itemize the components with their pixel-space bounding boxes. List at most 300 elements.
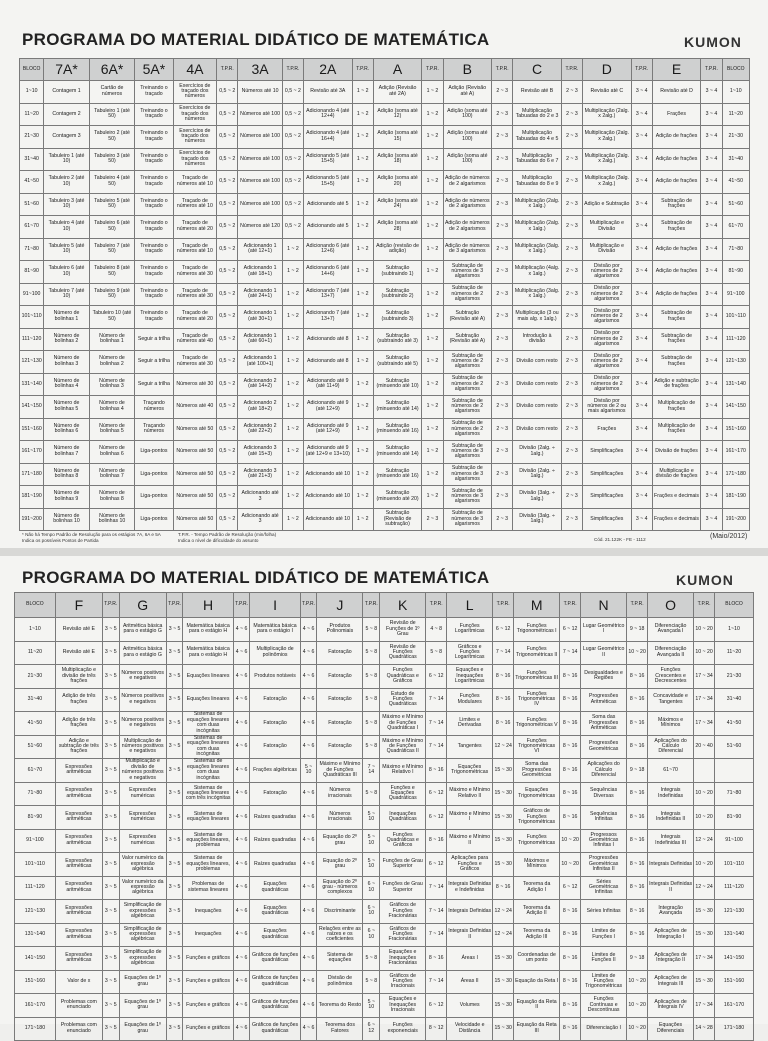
table-cell: 8 ~ 16 (560, 923, 581, 947)
table-cell: 3 ~ 5 (102, 759, 119, 783)
header-2a: 2A (304, 59, 353, 81)
table-cell: Progressões Geométricas (581, 735, 627, 759)
table-cell: Contagem 1 (44, 81, 89, 104)
table-cell: Adicionando 5 (até 15+5) (304, 148, 353, 171)
table-row (15, 970, 754, 994)
table-cell: Revisão até 3A (304, 81, 353, 104)
table-cell: 7 ~ 14 (426, 900, 447, 924)
table-cell: Lugar Geométrico II (581, 641, 627, 665)
table-cell: 7 ~ 14 (560, 641, 581, 665)
table-cell: Inequações Quadráticas (380, 806, 426, 830)
bloco-cell: 121~130 (20, 351, 44, 374)
table-cell: 1 ~ 2 (352, 396, 373, 419)
table-cell: 4 ~ 6 (300, 712, 317, 736)
table-cell: Frações (583, 418, 632, 441)
table-cell: 2 ~ 3 (561, 81, 582, 104)
bloco-cell: 71~80 (15, 782, 56, 806)
table-cell: Matemática básica para o estágio H (183, 618, 233, 642)
table-cell: Funções e Equações Quadráticas (380, 782, 426, 806)
footnote-tpr: * Não há Tempo Padrão de Resolução para os estágios 7A, 6A e 5A (22, 532, 161, 537)
table-cell: 3 ~ 5 (166, 782, 183, 806)
table-cell: Liga-pontos (135, 463, 173, 486)
table-cell: 3 ~ 5 (166, 735, 183, 759)
table-cell: Números até 100 (238, 126, 282, 149)
table-cell: 8 ~ 16 (560, 947, 581, 971)
table-cell: Tabuleiro 6 (até 50) (89, 216, 134, 239)
table-cell: 6 ~ 10 (363, 923, 380, 947)
bloco-cell: 191~200 (722, 508, 749, 531)
table-cell: 2 ~ 3 (492, 463, 513, 486)
table-cell: 3 ~ 5 (102, 970, 119, 994)
table-cell: 20 ~ 40 (694, 735, 715, 759)
table-cell: Expressões numéricas (119, 806, 166, 830)
table-cell: Aplicações de Integrais III (648, 970, 694, 994)
table-cell: Números até 100 (238, 148, 282, 171)
table-cell: Aplicações do Cálculo Diferencial (581, 759, 627, 783)
table-row (15, 782, 754, 806)
bloco-cell: 151~160 (15, 970, 56, 994)
table-cell: 3 ~ 5 (102, 1017, 119, 1041)
table-cell: 4 ~ 6 (300, 829, 317, 853)
table-cell: 3 ~ 5 (166, 923, 183, 947)
table-cell: 8 ~ 16 (627, 900, 648, 924)
table-cell: 1 ~ 2 (282, 306, 303, 329)
table-row (15, 759, 754, 783)
bloco-cell: 51~60 (15, 735, 56, 759)
table-cell: Simplificação de expressões algébricas (119, 923, 166, 947)
table-cell: 8 ~ 16 (627, 876, 648, 900)
table-cell: 15 ~ 30 (493, 829, 514, 853)
table-cell: Equações lineares (183, 688, 233, 712)
table-cell: Números até 100 (238, 171, 282, 194)
table-cell: 2 ~ 3 (492, 171, 513, 194)
table-cell: 3 ~ 4 (631, 306, 652, 329)
table-cell: 2 ~ 3 (561, 351, 582, 374)
table-cell: Número de bolinhas 6 (44, 418, 89, 441)
table-cell: Traçado de números até 10 (173, 171, 216, 194)
table-cell: Divisão com resto (513, 351, 562, 374)
table-cell: Adicionando 3 (até 15+3) (238, 441, 282, 464)
table-cell: 1 ~ 2 (422, 486, 443, 509)
table-cell: 15 ~ 30 (493, 853, 514, 877)
table-cell: 4 ~ 6 (300, 806, 317, 830)
bloco-cell: 71~80 (722, 238, 749, 261)
table-cell: 1 ~ 2 (352, 508, 373, 531)
header-l: L (447, 593, 493, 618)
table-cell: Expressões aritméticas (55, 782, 102, 806)
table-cell: 8 ~ 16 (627, 712, 648, 736)
table-cell: Funções Trigonométricas I (514, 618, 560, 642)
table-cell: Multiplicação (3 ou mais alg. x 1alg.) (513, 306, 562, 329)
table-cell: 2 ~ 3 (561, 103, 582, 126)
table-cell: Máximo e Mínimo de Funções Quadráticas II (380, 735, 426, 759)
table-cell: Subtração de frações (652, 306, 701, 329)
table-cell: 1 ~ 2 (422, 396, 443, 419)
table-cell: 8 ~ 16 (493, 876, 514, 900)
table-cell: Subtração de frações (652, 216, 701, 239)
table-cell: Subtração de números de 2 algarismos (443, 351, 492, 374)
header-t-p-r: T.P.R. (363, 593, 380, 618)
table-cell: Adição (Revisão até A) (443, 81, 492, 104)
table-cell: 4 ~ 6 (233, 853, 250, 877)
table-cell: 1 ~ 2 (352, 463, 373, 486)
table-cell: Adicionando 7 (até 13+7) (304, 306, 353, 329)
table-cell: Equações Diferenciais (648, 1017, 694, 1041)
table-cell: Treinando o traçado (135, 283, 173, 306)
table-cell: Multiplicação e Divisão (583, 238, 632, 261)
table-row (20, 351, 750, 374)
table-cell: Seguir a trilha (135, 373, 173, 396)
table-cell: 1 ~ 2 (422, 171, 443, 194)
table-cell: Número de bolinhas 10 (44, 508, 89, 531)
table-cell: Traçado de números até 30 (173, 351, 216, 374)
table-cell: 8 ~ 16 (627, 688, 648, 712)
table-cell: 3 ~ 4 (701, 193, 722, 216)
header-o: O (648, 593, 694, 618)
table-cell: 3 ~ 5 (166, 641, 183, 665)
table-cell: 6 ~ 12 (426, 994, 447, 1018)
table-cell: Funções Trigonométricas V (514, 712, 560, 736)
table-cell: Subtração (Revisão até A) (443, 306, 492, 329)
table-cell: 1 ~ 2 (352, 193, 373, 216)
table-cell: 1 ~ 2 (352, 148, 373, 171)
header-t-p-r: T.P.R. (282, 59, 303, 81)
table-cell: Adicionando até 8 (304, 351, 353, 374)
table-cell: 3 ~ 5 (166, 1017, 183, 1041)
header-t-p-r: T.P.R. (561, 59, 582, 81)
table-cell: Traçado de números até 10 (173, 193, 216, 216)
table-cell: Multiplicação de polinômios (250, 641, 300, 665)
table-cell: 10 ~ 20 (627, 994, 648, 1018)
table-cell: 5 ~ 8 (363, 688, 380, 712)
table-cell: 0,5 ~ 2 (217, 81, 238, 104)
table-cell: 6 ~ 12 (560, 876, 581, 900)
table-cell: Divisão de frações (652, 441, 701, 464)
table-cell: Adicionando até 8 (304, 328, 353, 351)
table-cell: 2 ~ 3 (492, 373, 513, 396)
table-cell: Séries Geométricas Infinitas (581, 876, 627, 900)
table-cell: 1 ~ 2 (352, 328, 373, 351)
table-cell: Multiplicação (2alg. x 2alg.) (583, 148, 632, 171)
table-cell: Números até 120 (238, 216, 282, 239)
table-cell: Treinando o traçado (135, 171, 173, 194)
table-cell: Multiplicação (4alg. x 1alg.) (513, 261, 562, 284)
table-cell: 8 ~ 16 (560, 1017, 581, 1041)
table-cell: 3 ~ 4 (701, 441, 722, 464)
table-cell: Números até 50 (173, 418, 216, 441)
table-cell: 7 ~ 14 (426, 876, 447, 900)
table-cell: Subtração de números de 3 algarismos (443, 463, 492, 486)
bloco-cell: 101~110 (15, 853, 56, 877)
table-cell: 8 ~ 16 (560, 900, 581, 924)
table-cell: 8 ~ 16 (493, 688, 514, 712)
table-cell: 8 ~ 16 (493, 665, 514, 689)
table-cell: Problemas com enunciado (55, 994, 102, 1018)
table-cell: Integrais Indefinidas III (648, 829, 694, 853)
header-3a: 3A (238, 59, 282, 81)
table-cell: Número de bolinhas 2 (44, 328, 89, 351)
table-cell: 7 ~ 14 (426, 970, 447, 994)
table-cell: Treinando o traçado (135, 238, 173, 261)
table-cell: 6 ~ 12 (426, 782, 447, 806)
table-cell: Adição de três frações (55, 712, 102, 736)
table-cell: 6 ~ 12 (493, 618, 514, 642)
table-cell: 7 ~ 14 (426, 735, 447, 759)
table-cell: 3 ~ 5 (166, 829, 183, 853)
table-cell: Expressões aritméticas (55, 806, 102, 830)
table-cell: 0,5 ~ 2 (217, 486, 238, 509)
table-cell: 15 ~ 30 (694, 970, 715, 994)
table-cell: Adição e subtração de três frações (55, 735, 102, 759)
table-cell: 2 ~ 3 (561, 306, 582, 329)
table-row (15, 806, 754, 830)
table-cell: Multiplicação Tabuadas do 4 e 5 (513, 126, 562, 149)
table-cell: 2 ~ 3 (561, 396, 582, 419)
table-cell: Aritmética básica para o estágio G (119, 641, 166, 665)
table-cell: 3 ~ 5 (166, 853, 183, 877)
bloco-cell: 91~100 (722, 283, 749, 306)
table-cell: 3 ~ 5 (166, 618, 183, 642)
table-cell: 4 ~ 6 (300, 900, 317, 924)
table-cell: Tabuleiro 3 (até 10) (44, 193, 89, 216)
table-cell: Tabuleiro 4 (até 50) (89, 171, 134, 194)
bloco-cell: 1~10 (722, 81, 749, 104)
table-cell: 15 ~ 30 (694, 900, 715, 924)
bloco-cell: 121~130 (15, 900, 56, 924)
table-cell: 4 ~ 6 (300, 782, 317, 806)
table-cell: Adição e Subtração (583, 193, 632, 216)
table-cell: 4 ~ 6 (233, 759, 250, 783)
table-cell: Multiplicação e divisão de três frações (55, 665, 102, 689)
table-cell: Gráficos de funções quadráticas (250, 1017, 300, 1041)
table-cell: 1 ~ 2 (352, 103, 373, 126)
bloco-cell: 121~130 (715, 900, 754, 924)
bloco-cell: 81~90 (722, 261, 749, 284)
table-cell: Equações Trigonométricas (514, 782, 560, 806)
table-cell: Progressões Geométricas Infinitas II (581, 853, 627, 877)
table-cell: Revisão até B (513, 81, 562, 104)
table-cell: 12 ~ 24 (493, 900, 514, 924)
bloco-cell: 191~200 (20, 508, 44, 531)
table-cell: 3 ~ 4 (701, 508, 722, 531)
table-cell: 4 ~ 6 (300, 853, 317, 877)
table-cell: Integração Avançada (648, 900, 694, 924)
header-f: F (55, 593, 102, 618)
bloco-cell: 91~100 (20, 283, 44, 306)
bloco-cell: 41~50 (715, 712, 754, 736)
table-cell: 0,5 ~ 2 (217, 261, 238, 284)
table-cell: 1 ~ 2 (282, 238, 303, 261)
table-cell: 1 ~ 2 (352, 81, 373, 104)
table-cell: Funções Quadráticas e Gráficos (380, 665, 426, 689)
table-row (20, 418, 750, 441)
table-cell: 4 ~ 6 (300, 735, 317, 759)
bloco-cell: 171~180 (715, 1017, 754, 1041)
table-cell: 3 ~ 4 (631, 508, 652, 531)
table-cell: 1 ~ 2 (282, 486, 303, 509)
table-cell: Produtos Polinomiais (317, 618, 363, 642)
table-cell: Adicionando 1 (até 18+1) (238, 261, 282, 284)
table-cell: Subtração de números de 2 algarismos (443, 373, 492, 396)
table-cell: Adição (soma até 12) (373, 103, 422, 126)
table-cell: 1 ~ 2 (352, 373, 373, 396)
table-cell: 3 ~ 4 (631, 193, 652, 216)
table-cell: Revisão de Funções Quadráticas (380, 641, 426, 665)
table-cell: 3 ~ 5 (102, 618, 119, 642)
table-cell: Sistemas de equações lineares, problemas (183, 853, 233, 877)
table-cell: 0,5 ~ 2 (217, 148, 238, 171)
bloco-cell: 141~150 (20, 396, 44, 419)
table-cell: Máximo e Mínimo de Funções Quadráticas I (380, 712, 426, 736)
table-cell: 2 ~ 3 (561, 486, 582, 509)
table-cell: Adição (soma até 15) (373, 126, 422, 149)
bloco-cell: 141~150 (715, 947, 754, 971)
table-cell: Progressões Aritméticas (581, 688, 627, 712)
table-cell: 3 ~ 5 (102, 782, 119, 806)
header-t-p-r: T.P.R. (352, 59, 373, 81)
table-cell: 3 ~ 4 (631, 216, 652, 239)
table-cell: 15 ~ 30 (493, 1017, 514, 1041)
table-cell: 5 ~ 8 (363, 665, 380, 689)
table-cell: Traçando números (135, 396, 173, 419)
table-cell: Seguir a trilha (135, 351, 173, 374)
table-cell: Subtração (subtraindo 2) (373, 283, 422, 306)
table-cell: Gráficos de funções quadráticas (250, 970, 300, 994)
table-cell: Máximos e Mínimos (514, 853, 560, 877)
header-m: M (514, 593, 560, 618)
table-cell: Desigualdades e Regiões (581, 665, 627, 689)
table-cell: 1 ~ 2 (352, 126, 373, 149)
table-cell: 1 ~ 2 (352, 171, 373, 194)
table-cell: 0,5 ~ 2 (217, 103, 238, 126)
table-cell: 3 ~ 5 (102, 876, 119, 900)
document-date: (Maio/2012) (710, 533, 748, 540)
table-cell: 2 ~ 3 (492, 81, 513, 104)
table-cell: Número de bolinhas 10 (89, 508, 134, 531)
table-cell: Treinando o traçado (135, 103, 173, 126)
table-cell: 3 ~ 4 (701, 306, 722, 329)
table-cell: Tabuleiro 10 (até 50) (89, 306, 134, 329)
table-cell: 15 ~ 30 (493, 947, 514, 971)
table-cell: Multiplicação (2alg. x 2alg.) (583, 126, 632, 149)
table-cell: Volumes (447, 994, 493, 1018)
page-title: PROGRAMA DO MATERIAL DIDÁTICO DE MATEMÁTICA (22, 568, 490, 587)
table-row (15, 618, 754, 642)
table-cell: Multiplicação (3alg. x 1alg.) (513, 283, 562, 306)
header-5a: 5A* (135, 59, 173, 81)
table-cell: Multiplicação Tabuadas do 2 e 3 (513, 103, 562, 126)
table-cell: Divisão com resto (513, 396, 562, 419)
table-cell: Limites de Funções Trigonométricas (581, 970, 627, 994)
table-cell: 8 ~ 16 (627, 735, 648, 759)
table-cell: Adição (revisão de adição) (373, 238, 422, 261)
table-cell: Treinando o traçado (135, 148, 173, 171)
table-cell: Subtração de números de 2 algarismos (443, 283, 492, 306)
table-cell: 1 ~ 2 (352, 216, 373, 239)
table-cell: Integrais Definidas II (648, 876, 694, 900)
bloco-cell: 41~50 (722, 171, 749, 194)
table-cell: Subtração (subtraindo 3) (373, 306, 422, 329)
table-cell: 8 ~ 16 (560, 759, 581, 783)
table-cell: 3 ~ 4 (701, 486, 722, 509)
table-row (20, 486, 750, 509)
table-cell: Valor de x (55, 970, 102, 994)
table-cell: Adição de números de 3 algarismos (443, 238, 492, 261)
level-table-7a-e (19, 58, 750, 531)
table-cell: 8 ~ 16 (560, 735, 581, 759)
table-cell: 1 ~ 2 (352, 418, 373, 441)
table-cell: Liga-pontos (135, 486, 173, 509)
table-cell: 3 ~ 4 (701, 103, 722, 126)
table-cell: 3 ~ 4 (701, 418, 722, 441)
table-cell: Equações Trigonométricas (447, 759, 493, 783)
table-cell: Adição (soma até 18) (373, 148, 422, 171)
table-cell: 3 ~ 5 (102, 923, 119, 947)
table-cell: 10 ~ 20 (560, 853, 581, 877)
table-cell: Subtração (minuendo até 16) (373, 463, 422, 486)
table-cell: Funções Trigonométricas III (514, 665, 560, 689)
table-cell: Diferenciação I (581, 1017, 627, 1041)
table-cell: Números até 100 (238, 103, 282, 126)
table-cell: 0,5 ~ 2 (217, 351, 238, 374)
header-bloco: BLOCO (20, 59, 44, 81)
bloco-cell: 171~180 (722, 463, 749, 486)
table-cell: 4 ~ 6 (300, 947, 317, 971)
table-cell: Fatoração (250, 712, 300, 736)
table-row (15, 947, 754, 971)
table-cell: 6 ~ 12 (426, 665, 447, 689)
table-cell: Integrais Definidas (447, 900, 493, 924)
table-cell: Fatoração (317, 688, 363, 712)
table-row (20, 103, 750, 126)
table-cell: Subtração (Revisão até A) (443, 328, 492, 351)
table-cell: Limites de Funções II (581, 947, 627, 971)
table-cell: 10 ~ 20 (694, 618, 715, 642)
table-cell: 5 ~ 10 (300, 759, 317, 783)
table-cell: Adicionando 6 (até 14+6) (304, 261, 353, 284)
table-cell: Teorema dos Fatores (317, 1017, 363, 1041)
table-cell: 2 ~ 3 (492, 238, 513, 261)
table-row (15, 829, 754, 853)
table-cell: Adicionando 4 (até 16+4) (304, 126, 353, 149)
table-cell: Traçado de números até 30 (173, 283, 216, 306)
table-cell: 15 ~ 30 (493, 994, 514, 1018)
table-cell: 3 ~ 4 (701, 463, 722, 486)
table-cell: 17 ~ 34 (694, 712, 715, 736)
table-cell: Matemática básica para o estágio I (250, 618, 300, 642)
table-cell: 3 ~ 5 (166, 876, 183, 900)
table-cell: Fatoração (250, 735, 300, 759)
bloco-cell: 131~140 (20, 373, 44, 396)
table-cell: 0,5 ~ 2 (282, 171, 303, 194)
bloco-cell: 51~60 (715, 735, 754, 759)
table-cell: 10 ~ 20 (694, 853, 715, 877)
table-cell: 3 ~ 5 (166, 665, 183, 689)
table-cell: 4 ~ 6 (300, 876, 317, 900)
table-cell: Adição de três frações (55, 688, 102, 712)
header-h: H (183, 593, 233, 618)
table-cell: 9 ~ 18 (627, 947, 648, 971)
table-cell: Funções Contínuas e Descontínuas (581, 994, 627, 1018)
bloco-cell: 171~180 (20, 463, 44, 486)
table-cell: 0,5 ~ 2 (282, 148, 303, 171)
table-cell: Números até 40 (173, 396, 216, 419)
bloco-cell: 11~20 (15, 641, 56, 665)
header-t-p-r: T.P.R. (493, 593, 514, 618)
header-g: G (119, 593, 166, 618)
header-6a: 6A* (89, 59, 134, 81)
bloco-cell (715, 759, 754, 783)
